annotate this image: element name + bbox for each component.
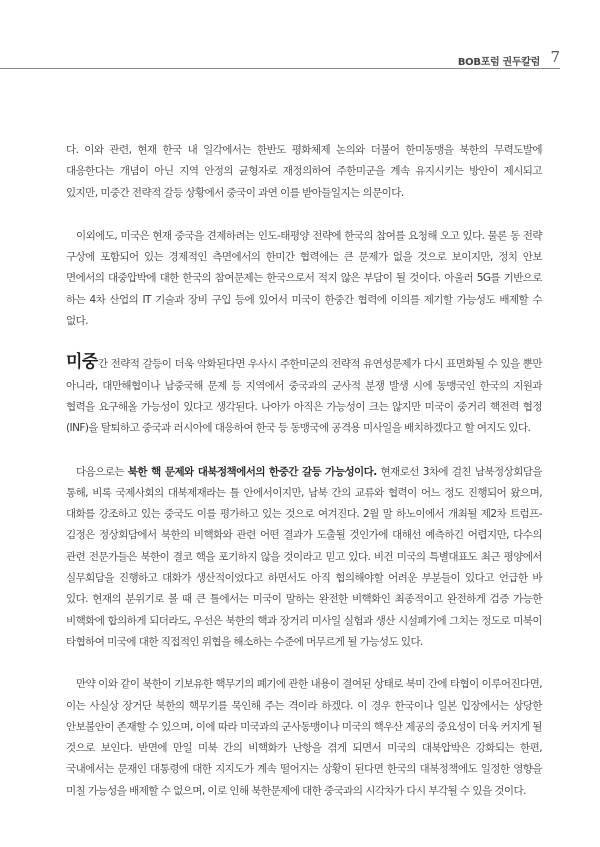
page-number: 7 (550, 48, 560, 66)
paragraph-1: 다. 이와 관련, 현재 한국 내 일각에서는 한반도 평화체제 논의와 더불어 한미동맹을 북한의 무력도발에 대응한다는 개념이 아닌 지역 안정의 균형자로 재정의하여 주한미군을 계속 유지시키는 방안이 제시되고 있지만, 미중간 전략적 갈등 상황에서 중국이 과연 이를 받아들일지는 의문이다. (66, 144, 542, 199)
page-header (0, 50, 560, 70)
paragraph-4-emphasis: 북한 핵 문제와 대북정책에서의 한중간 갈등 가능성이다. (127, 465, 377, 478)
article-body (66, 140, 542, 802)
paragraph-4 (66, 462, 542, 654)
paragraph-2: 이외에도, 미국은 현재 중국을 견제하려는 인도-태평양 전략에 한국의 참여를 요청해 오고 있다. 물론 동 전략 구상에 포함되어 있는 경제적인 측면에서의 한미간 협력에는 큰 문제가 없을 것으로 보이지만, 정치 안보 면에서의 대중압박에 대한 한국의 참여문제는 한국으로서 적지 않은 부담이 될 것이다. 아울러 5G를 기반으로 하는 4차 산업의 IT 기술과 장비 구입 등에 있어서 미국이 한중간 협력에 이의를 제기할 가능성도 배제할 수 없다. (66, 229, 542, 328)
paragraph-3 (66, 352, 542, 439)
dropcap-text: 미중 (66, 352, 98, 373)
paragraph-4-lead: 다음으로는 (76, 465, 128, 478)
running-header-title: BOB포럼 권두칼럼 (457, 57, 540, 68)
paragraph-5: 만약 이와 같이 북한이 기보유한 핵무기의 폐기에 관한 내용이 결여된 상태로 북미 간에 타협이 이루어진다면, 이는 사실상 장거단 북한의 핵무기를 묵인해 주는 격이라 하겠다. 이 경우 한국이나 일본 입장에서는 상당한 안보불안이 존재할 수 있으며, 이에 따라 미국과의 군사동맹이나 미국의 핵우산 제공의 중요성이 더욱 커지게 될 것으로 보인다. 반면에 만일 미북 간의 비핵화가 난항을 겪게 되면서 미국의 대북압박은 강화되는 한편, 국내에서는 문재인 대통령에 대한 지지도가 계속 떨어지는 상황이 된다면 한국의 대북정책에도 일정한 영향을 미칠 가능성을 배제할 수 없으며, 이로 인해 북한문제에 대한 중국과의 시각차가 다시 부각될 수 있을 것이다. (66, 678, 542, 797)
paragraph-3-text: 간 전략적 갈등이 더욱 악화된다면 우사시 주한미군의 전략적 유연성문제가 다시 표면화될 수 있을 뿐만 아니라, 대만해협이나 남중국해 문제 등 지역에서 중국과의 군사적 분쟁 발생 시에 동맹국인 한국의 지원과 협력을 요구해올 가능성이 있다고 생각된다. 나아가 아직은 가능성이 크는 않지만 미국이 중거리 핵전력 협정(INF)을 탈퇴하고 중국과 러시아에 대응하여 한국 등 동맹국에 공격용 미사일을 배치하겠다고 할 여지도 있다. (66, 358, 542, 435)
paragraph-4-text: 현재로선 3차에 걸친 남북정상회담을 통해, 비록 국제사회의 대북제재라는 틀 안에서이지만, 남북 간의 교류와 협력이 어느 정도 진행되어 왔으며, 대화를 강조하고 있는 중국도 이를 평가하고 있는 것으로 여겨진다. 2월 말 하노이에서 개최될 제2차 트럼프-김정은 정상회담에서 북한의 비핵화와 관련 어떤 결과가 도출될 것인가에 대해선 예측하긴 어렵지만, 다수의 관련 전문가들은 북한이 결코 핵을 포기하지 않을 것이라고 믿고 있다. 비건 미국의 특별대표도 최근 평양에서 실무회담을 진행하고 대화가 생산적이었다고 하면서도 아직 협의해야할 어려운 부분들이 있다고 언급한 바 있다. 현재의 분위기로 볼 때 큰 틀에서는 미국이 말하는 완전한 비핵화인 최종적이고 완전하게 검증 가능한 비핵화에 합의하게 되더라도, 우선은 북한의 핵과 장거리 미사일 실험과 생산 시설폐기에 그치는 정도로 미북이 타협하여 미국에 대한 직접적인 위협을 해소하는 수준에 머무르게 될 가능성도 있다. (66, 465, 542, 648)
header-divider (0, 68, 560, 69)
